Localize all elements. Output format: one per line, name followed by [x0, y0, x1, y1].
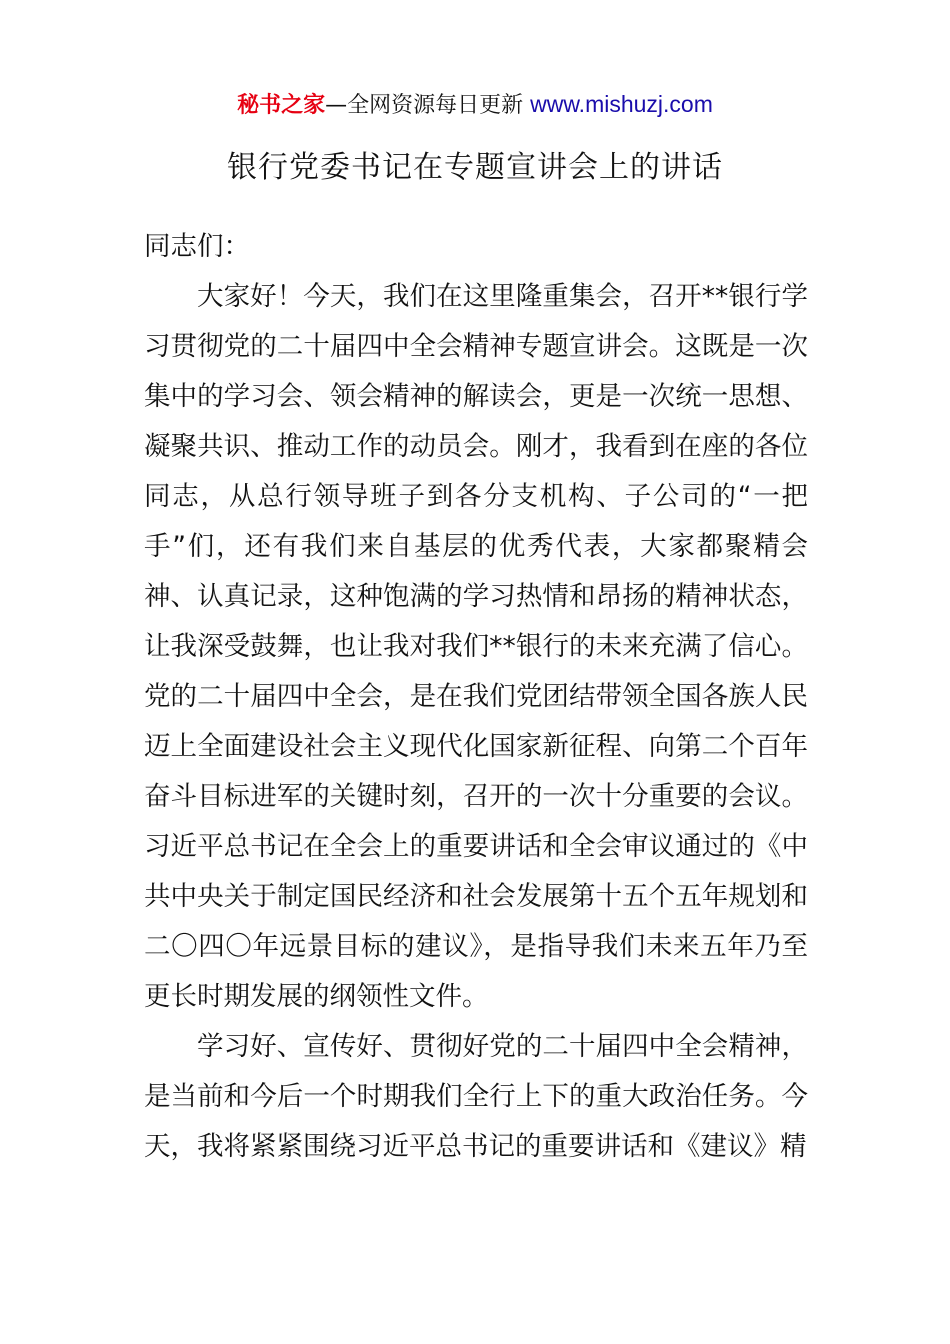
header-tagline: —全网资源每日更新 — [325, 93, 531, 118]
brand-name: 秘书之家 — [237, 93, 326, 118]
salutation: 同志们： — [144, 231, 250, 262]
document-title: 银行党委书记在专题宣讲会上的讲话 — [227, 150, 723, 185]
site-header — [0, 86, 950, 124]
paragraph: 大家好！今天，我们在这里隆重集会，召开**银行学习贯彻党的二十届四中全会精神专题宣讲会。这既是一次集中的学习会、领会精神的解读会，更是一次统一思想、凝聚共识、推动工作的动员会。刚才，我看到在座的各位同志，从总行领导班子到各分支机构、子公司的“一把手”们，还有我们来自基层的优秀代表，大家都聚精会神、认真记录，这种饱满的学习热情和昂扬的精神状态，让我深受鼓舞，也让我对我们**银行的未来充满了信心。党的二十届四中全会，是在我们党团结带领全国各族人民迈上全面建设社会主义现代化国家新征程、向第二个百年奋斗目标进军的关键时刻，召开的一次十分重要的会议。习近平总书记在全会上的重要讲话和全会审议通过的《中共中央关于制定国民经济和社会发展第十五个五年规划和二〇四〇年远景目标的建议》，是指导我们未来五年乃至更长时期发展的纲领性文件。 — [144, 281, 808, 1012]
paragraph: 学习好、宣传好、贯彻好党的二十届四中全会精神，是当前和今后一个时期我们全行上下的重大政治任务。今天，我将紧紧围绕习近平总书记的重要讲话和《建议》精 — [144, 1031, 808, 1162]
site-url-link[interactable]: www.mishuzj.com — [530, 91, 713, 117]
document-body — [144, 222, 808, 1172]
